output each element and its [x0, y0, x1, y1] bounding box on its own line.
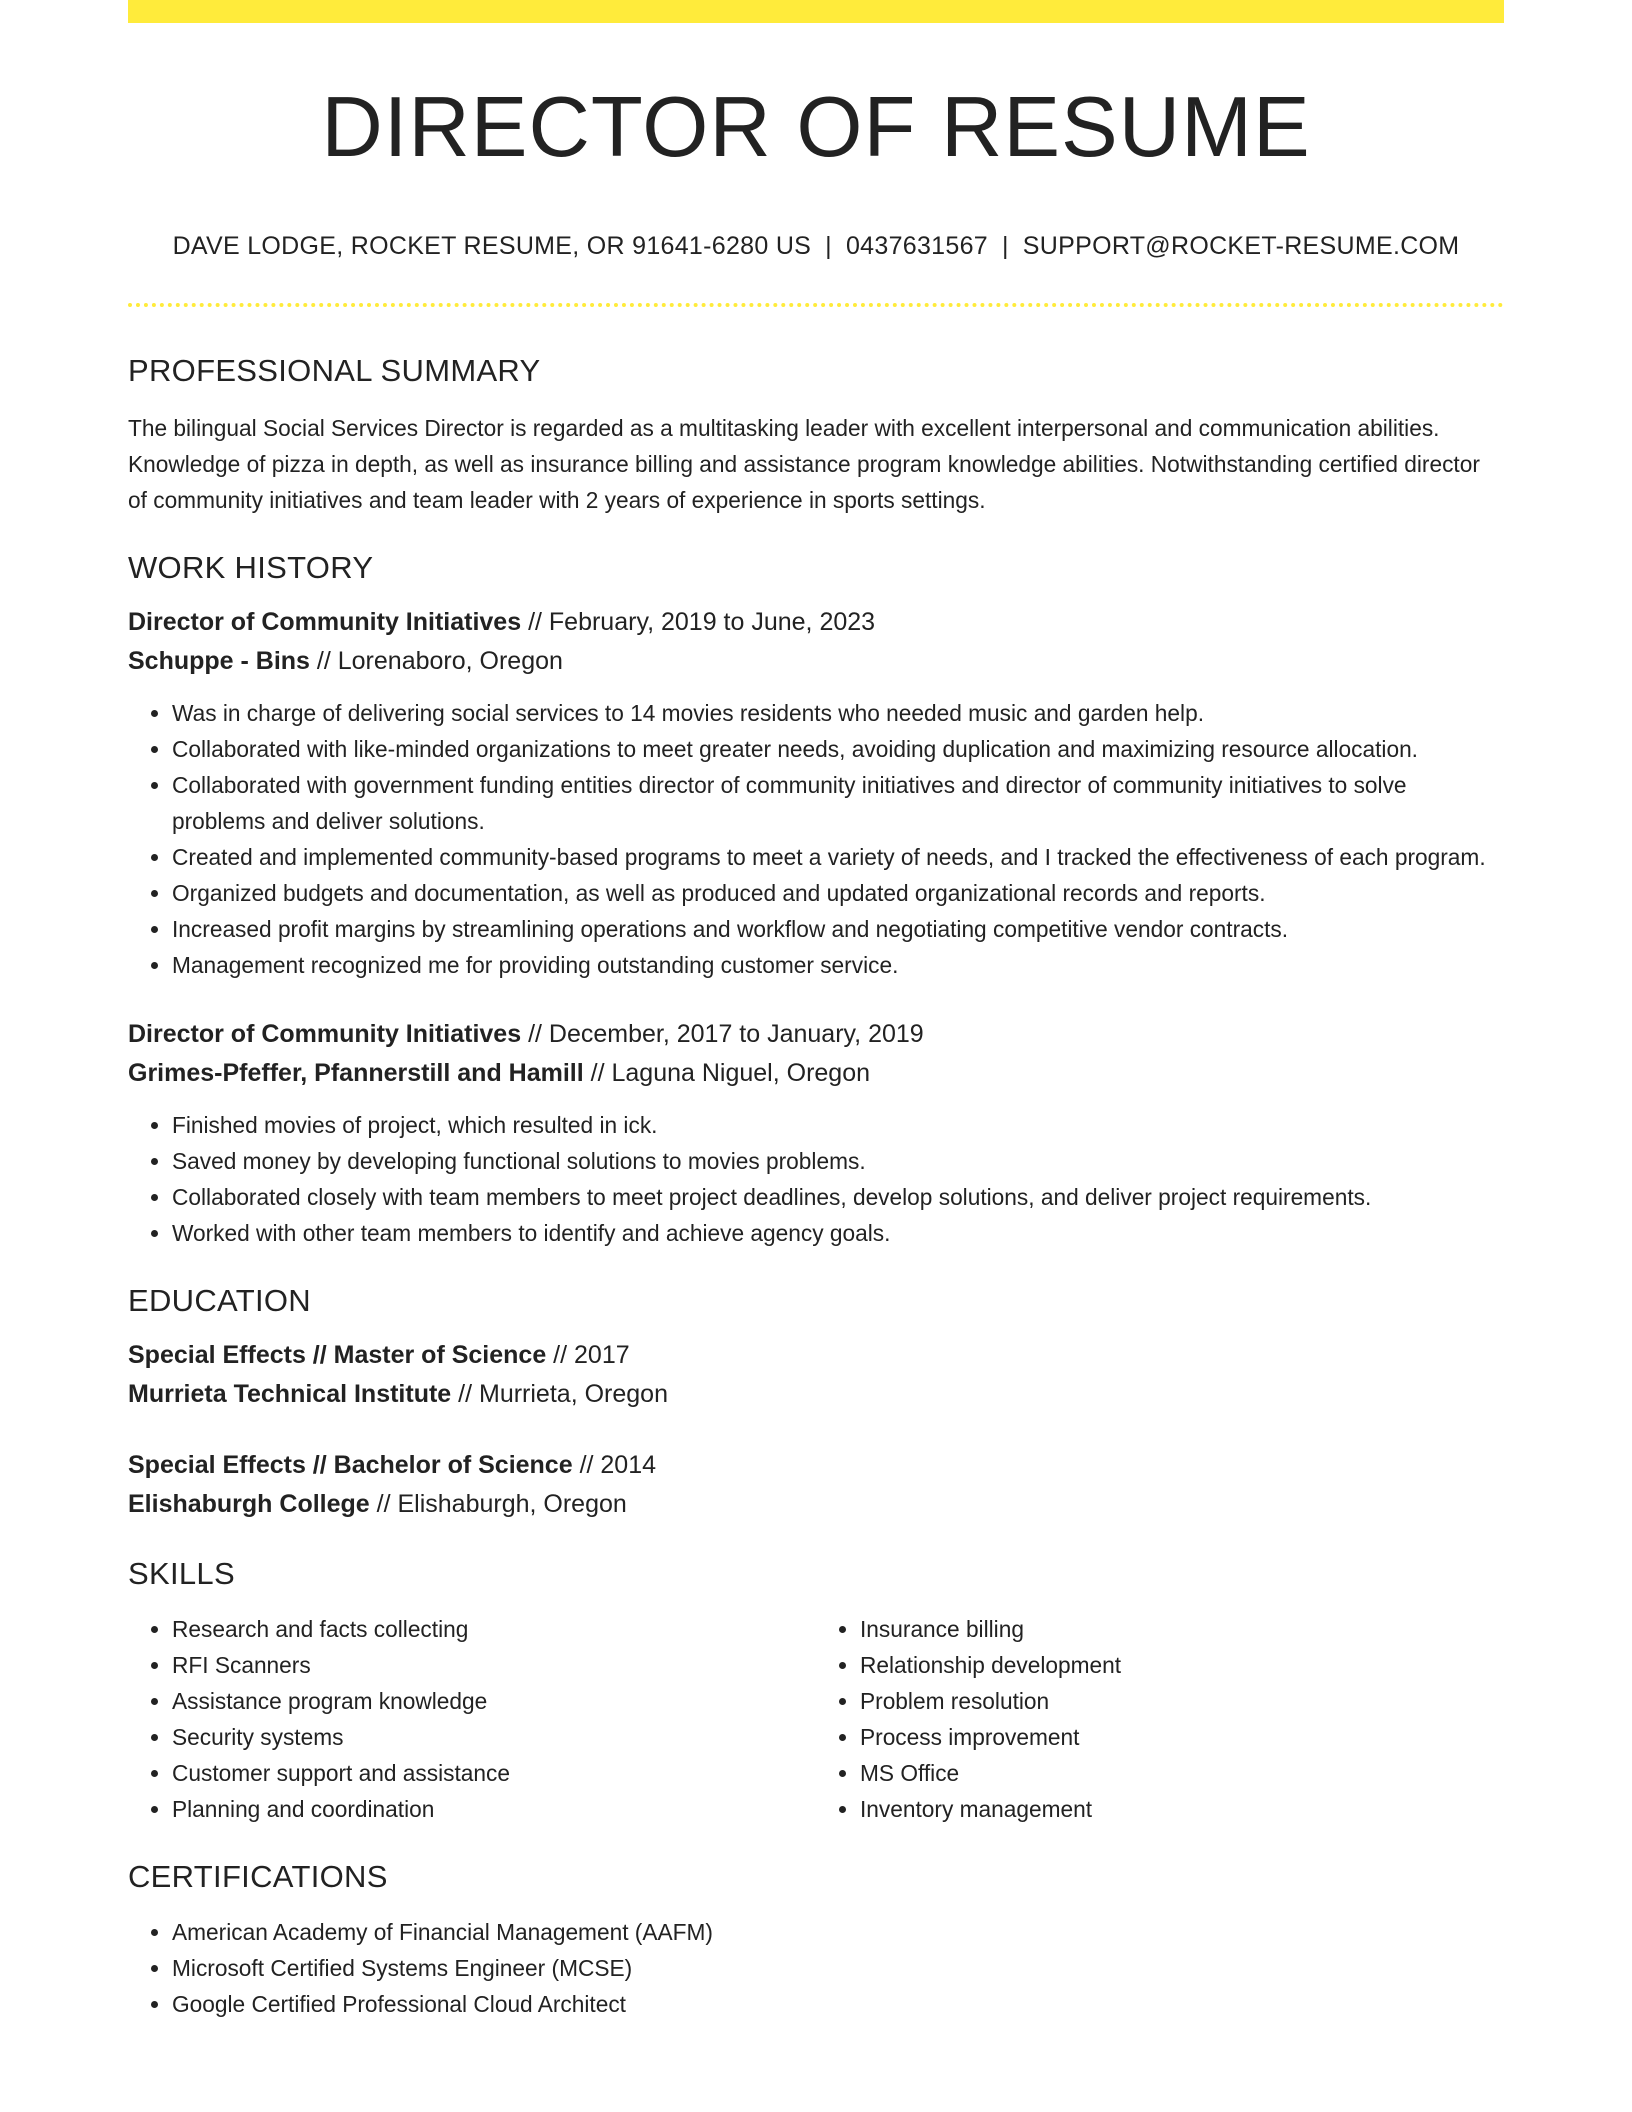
list-item: • Process improvement — [860, 1719, 1504, 1755]
list-item: • Management recognized me for providing outstanding customer service. — [172, 947, 1504, 983]
list-item: • Saved money by developing functional solutions to movies problems. — [172, 1143, 1504, 1179]
list-item: • RFI Scanners — [172, 1647, 816, 1683]
certifications-heading: CERTIFICATIONS — [128, 1859, 388, 1894]
job-dates: // February, 2019 to June, 2023 — [521, 608, 876, 636]
list-item: • Assistance program knowledge — [172, 1683, 816, 1719]
job-bullets — [128, 1107, 1504, 1251]
education-entry — [128, 1446, 1504, 1524]
summary-heading: PROFESSIONAL SUMMARY — [128, 353, 541, 388]
list-item: • Problem resolution — [860, 1683, 1504, 1719]
list-item: • Worked with other team members to identify and achieve agency goals. — [172, 1215, 1504, 1251]
list-item: • Increased profit margins by streamlining operations and workflow and negotiating competitive vendor contracts. — [172, 911, 1504, 947]
job-company: Grimes-Pfeffer, Pfannerstill and Hamill — [128, 1059, 584, 1087]
list-item: • Inventory management — [860, 1791, 1504, 1827]
job-dates: // December, 2017 to January, 2019 — [521, 1020, 924, 1048]
education-location: // Elishaburgh, Oregon — [369, 1490, 627, 1518]
list-item: • Customer support and assistance — [172, 1755, 816, 1791]
list-item: • Collaborated closely with team members to meet project deadlines, develop solutions, and deliver project requirements. — [172, 1179, 1504, 1215]
job-title-line — [128, 1015, 1504, 1054]
list-item: • Relationship development — [860, 1647, 1504, 1683]
list-item: • American Academy of Financial Management (AAFM) — [172, 1914, 1504, 1950]
education-school: Murrieta Technical Institute — [128, 1380, 452, 1408]
resume-title: DIRECTOR OF RESUME — [321, 80, 1311, 175]
contact-line — [128, 234, 1504, 259]
education-year: // 2014 — [572, 1451, 657, 1479]
list-item: • Google Certified Professional Cloud Architect — [172, 1986, 1504, 2022]
skills-column-right — [816, 1611, 1504, 1827]
job-title-line — [128, 603, 1504, 642]
job-company: Schuppe - Bins — [128, 647, 310, 675]
list-item: • Was in charge of delivering social services to 14 movies residents who needed music and garden help. — [172, 695, 1504, 731]
list-item: • Research and facts collecting — [172, 1611, 816, 1647]
list-item: • Planning and coordination — [172, 1791, 816, 1827]
accent-top-bar — [128, 0, 1504, 23]
certifications-list — [128, 1914, 1504, 2022]
job-company-line — [128, 1054, 1504, 1093]
education-degree-line — [128, 1446, 1504, 1485]
work-history-heading: WORK HISTORY — [128, 550, 374, 585]
job-location: // Lorenaboro, Oregon — [309, 647, 563, 675]
job-bullets — [128, 695, 1504, 983]
list-item: • Created and implemented community-based programs to meet a variety of needs, and I tracked the effectiveness of each program. — [172, 839, 1504, 875]
skills-heading: SKILLS — [128, 1556, 235, 1591]
education-year: // 2017 — [546, 1341, 630, 1369]
summary-text: The bilingual Social Services Director is regarded as a multitasking leader with excellent interpersonal and communication abilities. Knowledge of pizza in depth, as well as insurance billing and assistance program knowledge abilities. Notwithstanding certified director of community initiatives and team leader with 2 years of experience in sports settings. — [128, 415, 1480, 513]
education-location: // Murrieta, Oregon — [451, 1380, 668, 1408]
education-school-line — [128, 1375, 1504, 1414]
education-degree-line — [128, 1336, 1504, 1375]
education-school-line — [128, 1485, 1504, 1524]
contact-separator: | — [1002, 232, 1009, 260]
job-location: // Laguna Niguel, Oregon — [583, 1059, 871, 1087]
list-item: • Microsoft Certified Systems Engineer (MCSE) — [172, 1950, 1504, 1986]
job-title: Director of Community Initiatives — [128, 608, 522, 636]
list-item: • Security systems — [172, 1719, 816, 1755]
list-item: • Finished movies of project, which resulted in ick. — [172, 1107, 1504, 1143]
education-degree: Special Effects // Master of Science — [128, 1341, 547, 1369]
education-school: Elishaburgh College — [128, 1490, 370, 1518]
job-entry — [128, 603, 1504, 983]
job-title: Director of Community Initiatives — [128, 1020, 522, 1048]
education-entry — [128, 1336, 1504, 1414]
resume-page — [128, 0, 1504, 2022]
list-item: • Collaborated with government funding entities director of community initiatives and director of community initiatives to solve problems and deliver solutions. — [172, 767, 1504, 839]
skills-column-left — [128, 1611, 816, 1827]
job-entry — [128, 1015, 1504, 1251]
list-item: • Insurance billing — [860, 1611, 1504, 1647]
education-degree: Special Effects // Bachelor of Science — [128, 1451, 573, 1479]
list-item: • Collaborated with like-minded organizations to meet greater needs, avoiding duplication and maximizing resource allocation. — [172, 731, 1504, 767]
dotted-divider — [128, 303, 1504, 307]
job-company-line — [128, 642, 1504, 681]
skills-grid — [128, 1611, 1504, 1827]
contact-email: SUPPORT@ROCKET-RESUME.COM — [1022, 232, 1460, 260]
contact-phone: 0437631567 — [845, 232, 988, 260]
contact-separator: | — [825, 232, 832, 260]
list-item: • Organized budgets and documentation, as well as produced and updated organizational records and reports. — [172, 875, 1504, 911]
list-item: • MS Office — [860, 1755, 1504, 1791]
contact-address: DAVE LODGE, ROCKET RESUME, OR 91641-6280 US — [172, 232, 812, 260]
education-heading: EDUCATION — [128, 1283, 311, 1318]
